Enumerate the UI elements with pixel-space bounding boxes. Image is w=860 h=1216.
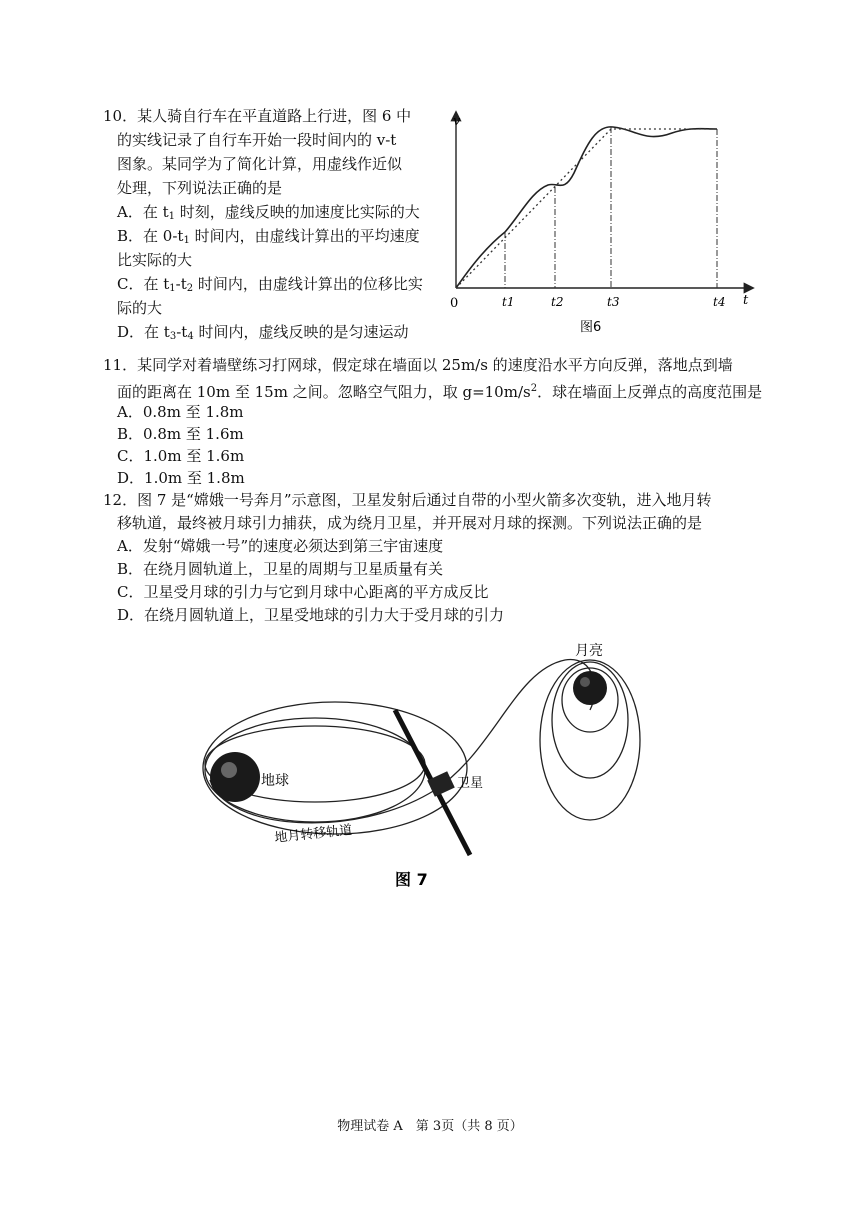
q12-option-c: C．卫星受月球的引力与它到月球中心距离的平方成反比 [117, 583, 489, 601]
tick-t4: t4 [713, 295, 726, 309]
actual-curve [456, 127, 717, 288]
origin-label: 0 [450, 296, 459, 311]
moon-crater [580, 677, 590, 687]
q12-stem-line-1: 12．图 7 是“嫦娥一号奔月”示意图，卫星发射后通过自带的小型火箭多次变轨，进入地月转 [103, 491, 712, 509]
q10-option-b: B．在 $0-t_1$ 时间内，由虚线计算出的平均速度 [117, 227, 420, 246]
satellite-label: 卫星 [457, 776, 484, 791]
earth-label: 地球 [261, 773, 289, 789]
q11-stem-line-1: 11．某同学对着墙壁练习打网球，假定球在墙面以 25m/s 的速度沿水平方向反弹，落地点到墙 [103, 356, 733, 374]
q12-option-d: D．在绕月圆轨道上，卫星受地球的引力大于受月球的引力 [117, 606, 505, 624]
q10-option-b-cont: 比实际的大 [117, 251, 193, 269]
figure-7-orbit-diagram [195, 630, 645, 900]
moon-label: 月亮 [575, 643, 603, 659]
q11-stem-line-2: 面的距离在 10m 至 15m 之间。忽略空气阻力，取 $g=10m/s^2$．球在墙面上反弹点的高度范围是 [117, 383, 763, 401]
figure-6-vt-graph [440, 103, 770, 343]
approx-curve [456, 129, 717, 288]
page-footer: 物理试卷 A 第 3页（共 8 页） [337, 1119, 523, 1134]
q10-option-c: C．在 $t_1-t_2$ 时间内，由虚线计算出的位移比实 [117, 275, 423, 294]
tick-t3: t3 [607, 295, 620, 309]
q11-option-d: D．1.0m 至 1.8m [117, 469, 245, 487]
q10-stem-line-4: 处理，下列说法正确的是 [117, 179, 283, 197]
q11-option-a: A．0.8m 至 1.8m [117, 403, 244, 421]
q12-stem-line-2: 移轨道，最终被月球引力捕获，成为绕月卫星，并开展对月球的探测。下列说法正确的是 [117, 514, 703, 532]
tick-t1: t1 [502, 295, 515, 309]
q12-option-a: A．发射“嫦娥一号”的速度必须达到第三宇宙速度 [117, 537, 444, 555]
figure-7-caption: 图 7 [395, 870, 428, 889]
q10-stem-line-3: 图象。某同学为了简化计算，用虚线作近似 [117, 155, 403, 173]
earth-landmass [221, 762, 237, 778]
q10-option-a: A．在 $t_1$ 时刻，虚线反映的加速度比实际的大 [117, 203, 420, 222]
moon-icon [573, 671, 607, 705]
tick-t2: t2 [551, 295, 564, 309]
q12-option-b: B．在绕月圆轨道上，卫星的周期与卫星质量有关 [117, 560, 444, 578]
q11-option-c: C．1.0m 至 1.6m [117, 447, 245, 465]
q10-stem-line-1: 10．某人骑自行车在平直道路上行进，图 6 中 [103, 107, 412, 125]
earth-icon [210, 752, 260, 802]
q10-option-d: D．在 $t_3-t_4$ 时间内，虚线反映的是匀速运动 [117, 323, 409, 342]
q11-option-b: B．0.8m 至 1.6m [117, 425, 244, 443]
transfer-orbit-label: 地月转移轨道 [273, 822, 354, 846]
q10-option-c-cont: 际的大 [117, 299, 163, 317]
t-axis-label: t [743, 293, 749, 308]
q10-stem-line-2: 的实线记录了自行车开始一段时间内的 v-t [117, 131, 397, 149]
figure-6-caption: 图6 [580, 320, 602, 335]
v-axis-label: v [453, 114, 461, 129]
